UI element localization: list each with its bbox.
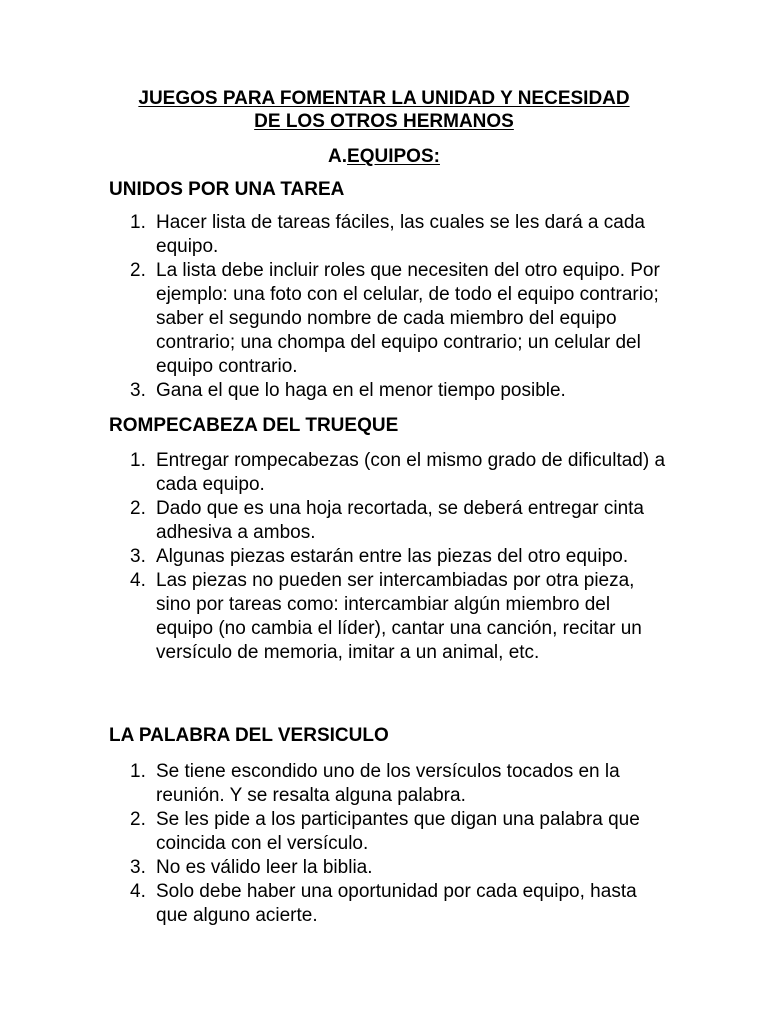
- list-item-text: Se tiene escondido uno de los versículos tocados en la reunión. Y se resalta alguna palabra.: [156, 761, 620, 806]
- list-item-text: Solo debe haber una oportunidad por cada equipo, hasta que alguno acierte.: [156, 881, 637, 926]
- list-item-number: 1.: [130, 212, 146, 233]
- list-item: [109, 808, 669, 856]
- game-3-list: [109, 760, 669, 928]
- list-item-number: 1.: [130, 450, 146, 471]
- list-item-number: 3.: [130, 857, 146, 878]
- game-heading-unidos-por-una-tarea: UNIDOS POR UNA TAREA: [109, 179, 345, 200]
- list-item-text: La lista debe incluir roles que necesiten del otro equipo. Por ejemplo: una foto con el celular, de todo el equipo contrario; saber el segundo nombre de cada miembro del equipo contrario; una chompa del equipo contrario; un celular del equipo contrario.: [156, 260, 660, 377]
- document-title-line-2: DE LOS OTROS HERMANOS: [254, 111, 514, 132]
- list-item-text: No es válido leer la biblia.: [156, 857, 373, 878]
- list-item-text: Se les pide a los participantes que digan una palabra que coincida con el versículo.: [156, 809, 640, 854]
- game-1-list: [109, 211, 669, 403]
- list-item: [109, 760, 669, 808]
- list-item-number: 3.: [130, 380, 146, 401]
- list-item-text: Hacer lista de tareas fáciles, las cuales se les dará a cada equipo.: [156, 212, 645, 257]
- section-name: EQUIPOS:: [347, 146, 440, 167]
- list-item-text: Gana el que lo haga en el menor tiempo posible.: [156, 380, 566, 401]
- list-item: [109, 545, 669, 569]
- list-item: [109, 259, 669, 379]
- list-item-number: 3.: [130, 546, 146, 567]
- list-item-number: 4.: [130, 570, 146, 591]
- list-item: [109, 211, 669, 259]
- list-item-number: 2.: [130, 809, 146, 830]
- list-item-text: Las piezas no pueden ser intercambiadas por otra pieza, sino por tareas como: intercambiar algún miembro del equipo (no cambia el líder), cantar una canción, recitar un versículo de memoria, imitar a un animal, etc.: [156, 570, 642, 663]
- list-item-number: 4.: [130, 881, 146, 902]
- list-item: [109, 497, 669, 545]
- list-item: [109, 449, 669, 497]
- list-item: [109, 856, 669, 880]
- list-item-text: Dado que es una hoja recortada, se deberá entregar cinta adhesiva a ambos.: [156, 498, 644, 543]
- game-heading-la-palabra-del-versiculo: LA PALABRA DEL VERSICULO: [109, 725, 389, 746]
- list-item-text: Entregar rompecabezas (con el mismo grado de dificultad) a cada equipo.: [156, 450, 666, 495]
- list-item: [109, 569, 669, 665]
- list-item: [109, 379, 669, 403]
- document-title-line-1: JUEGOS PARA FOMENTAR LA UNIDAD Y NECESIDAD: [138, 88, 630, 109]
- list-item-number: 2.: [130, 498, 146, 519]
- list-item: [109, 880, 669, 928]
- list-item-text: Algunas piezas estarán entre las piezas del otro equipo.: [156, 546, 629, 567]
- game-2-list: [109, 449, 669, 665]
- section-letter: A.: [328, 146, 348, 167]
- list-item-number: 1.: [130, 761, 146, 782]
- list-item-number: 2.: [130, 260, 146, 281]
- section-heading: [0, 145, 768, 169]
- game-heading-rompecabeza-del-trueque: ROMPECABEZA DEL TRUEQUE: [109, 415, 399, 436]
